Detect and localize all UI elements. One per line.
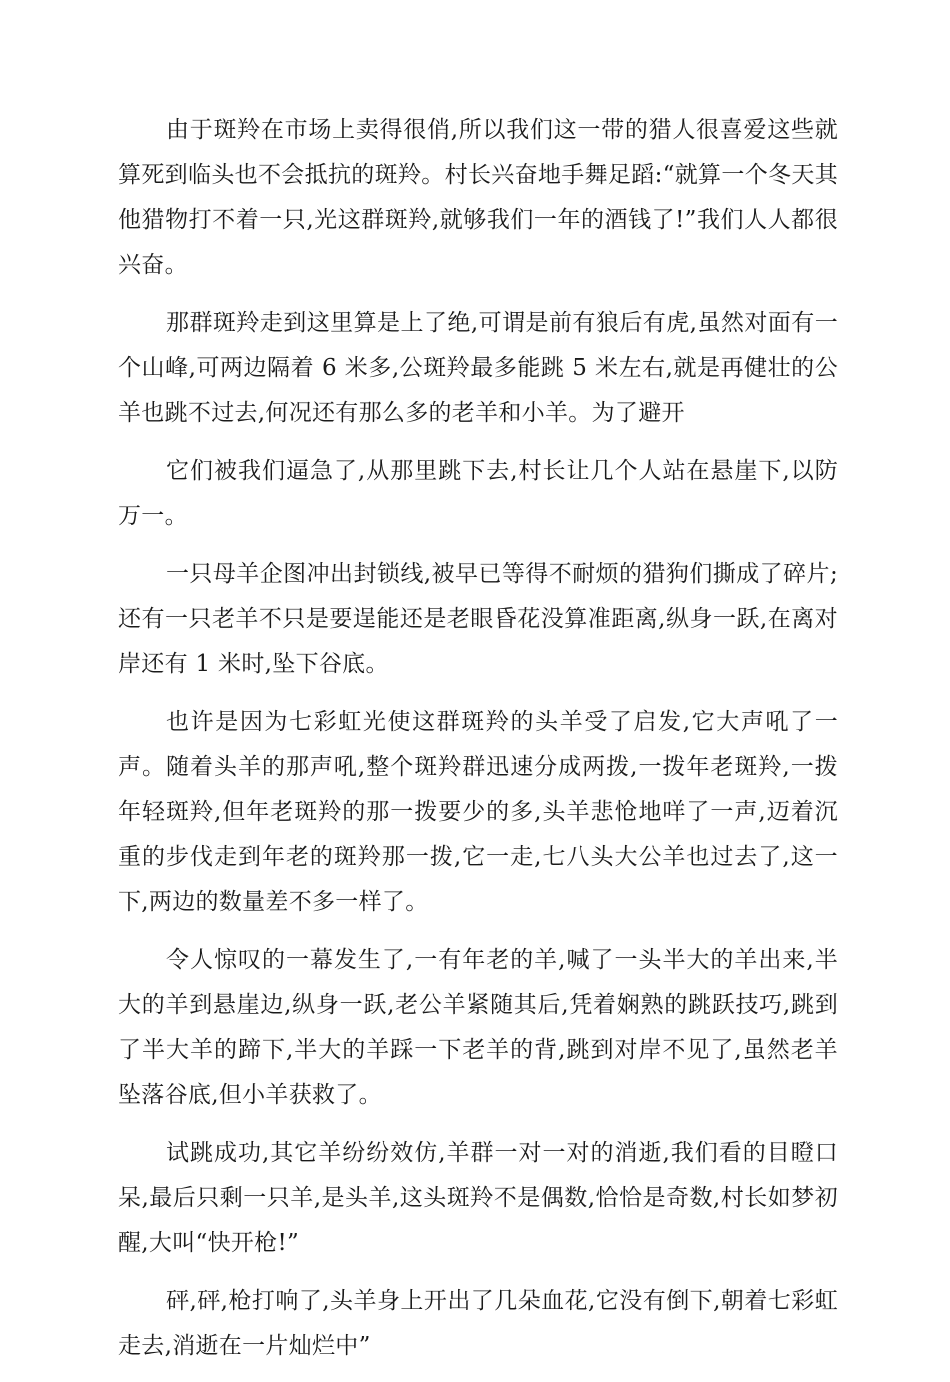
paragraph: 试跳成功,其它羊纷纷效仿,羊群一对一对的消逝,我们看的目瞪口呆,最后只剩一只羊,是头羊,这头斑羚不是偶数,恰恰是奇数,村长如梦初醒,大叫“快开枪!” (118, 1140, 838, 1256)
paragraph: 一只母羊企图冲出封锁线,被早已等得不耐烦的猎狗们撕成了碎片;还有一只老羊不只是要逞能还是老眼昏花没算准距离,纵身一跃,在离对岸还有 1 米时,坠下谷底。 (118, 561, 838, 677)
paragraph: 它们被我们逼急了,从那里跳下去,村长让几个人站在悬崖下,以防万一。 (118, 458, 838, 529)
document-body (118, 108, 838, 1382)
paragraph: 令人惊叹的一幕发生了,一有年老的羊,喊了一头半大的羊出来,半大的羊到悬崖边,纵身一跃,老公羊紧随其后,凭着娴熟的跳跃技巧,跳到了半大羊的蹄下,半大的羊踩一下老羊的背,跳到对岸不见了,虽然老羊坠落谷底,但小羊获救了。 (118, 947, 838, 1108)
paragraph: 由于斑羚在市场上卖得很俏,所以我们这一带的猎人很喜爱这些就算死到临头也不会抵抗的斑羚。村长兴奋地手舞足蹈:“就算一个冬天其他猎物打不着一只,光这群斑羚,就够我们一年的酒钱了!”我们人人都很兴奋。 (118, 117, 838, 278)
paragraph: 也许是因为七彩虹光使这群斑羚的头羊受了启发,它大声吼了一声。随着头羊的那声吼,整个斑羚群迅速分成两拨,一拨年老斑羚,一拨年轻斑羚,但年老斑羚的那一拨要少的多,头羊悲怆地咩了一声,迈着沉重的步伐走到年老的斑羚那一拨,它一走,七八头大公羊也过去了,这一下,两边的数量差不多一样了。 (118, 709, 838, 915)
paragraph: 砰,砰,枪打响了,头羊身上开出了几朵血花,它没有倒下,朝着七彩虹走去,消逝在一片灿烂中” (118, 1288, 838, 1359)
paragraph: 那群斑羚走到这里算是上了绝,可谓是前有狼后有虎,虽然对面有一个山峰,可两边隔着 6 米多,公斑羚最多能跳 5 米左右,就是再健壮的公羊也跳不过去,何况还有那么多的老羊和小羊。为了避开 (118, 310, 838, 426)
